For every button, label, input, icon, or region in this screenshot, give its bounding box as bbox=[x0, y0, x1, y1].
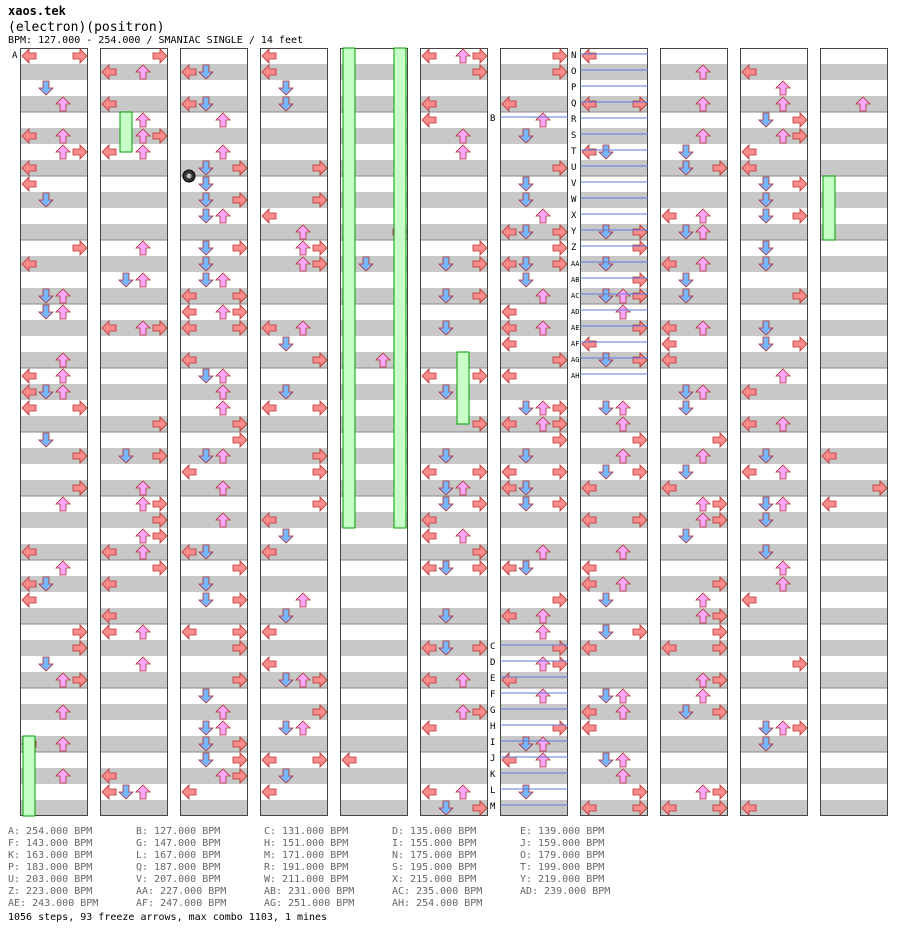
beat-band bbox=[580, 768, 648, 784]
beat-band bbox=[20, 224, 88, 240]
beat-band bbox=[500, 704, 568, 720]
bpm-marker-label: T bbox=[571, 147, 577, 157]
bpm-legend-entry: O: 179.000 BPM bbox=[520, 850, 605, 861]
beat-band bbox=[180, 256, 248, 272]
beat-band bbox=[740, 480, 808, 496]
beat-band bbox=[340, 768, 408, 784]
beat-band bbox=[180, 576, 248, 592]
beat-band bbox=[260, 640, 328, 656]
beat-band bbox=[180, 224, 248, 240]
beat-band bbox=[580, 128, 648, 144]
beat-band bbox=[580, 416, 648, 432]
beat-band bbox=[500, 448, 568, 464]
beat-band bbox=[340, 672, 408, 688]
beat-band bbox=[260, 576, 328, 592]
bpm-legend-entry: AD: 239.000 BPM bbox=[520, 886, 611, 897]
beat-band bbox=[740, 96, 808, 112]
beat-band bbox=[420, 608, 488, 624]
beat-band bbox=[500, 544, 568, 560]
beat-band bbox=[100, 192, 168, 208]
beat-band bbox=[820, 288, 888, 304]
bpm-legend-entry: P: 183.000 BPM bbox=[8, 862, 93, 873]
bpm-legend-entry: N: 175.000 BPM bbox=[392, 850, 477, 861]
bpm-marker-label: J bbox=[490, 754, 496, 764]
beat-band bbox=[180, 128, 248, 144]
beat-band bbox=[340, 736, 408, 752]
beat-band bbox=[180, 512, 248, 528]
beat-band bbox=[660, 64, 728, 80]
bpm-legend-entry: S: 195.000 BPM bbox=[392, 862, 477, 873]
chart-column bbox=[500, 48, 568, 816]
beat-band bbox=[420, 192, 488, 208]
bpm-marker-label: AA bbox=[571, 260, 580, 268]
beat-band bbox=[820, 768, 888, 784]
beat-band bbox=[340, 800, 408, 816]
beat-band bbox=[500, 288, 568, 304]
bpm-marker-label: G bbox=[490, 706, 496, 716]
beat-band bbox=[820, 384, 888, 400]
beat-band bbox=[580, 672, 648, 688]
beat-band bbox=[100, 672, 168, 688]
freeze-arrow bbox=[23, 736, 35, 816]
beat-band bbox=[740, 352, 808, 368]
beat-band bbox=[100, 352, 168, 368]
beat-band bbox=[660, 384, 728, 400]
beat-band bbox=[260, 416, 328, 432]
bpm-legend-entry: C: 131.000 BPM bbox=[264, 826, 349, 837]
bpm-legend-entry: J: 159.000 BPM bbox=[520, 838, 605, 849]
bpm-marker-label: F bbox=[490, 690, 496, 700]
beat-band bbox=[820, 704, 888, 720]
bpm-legend-entry: G: 147.000 BPM bbox=[136, 838, 221, 849]
bpm-marker-label: AE bbox=[571, 324, 580, 332]
beat-band bbox=[500, 512, 568, 528]
beat-band bbox=[500, 800, 568, 816]
bpm-legend-entry: I: 155.000 BPM bbox=[392, 838, 477, 849]
bpm-legend-entry: F: 143.000 BPM bbox=[8, 838, 93, 849]
bpm-marker-label: U bbox=[571, 163, 577, 173]
bpm-marker-label: AC bbox=[571, 292, 580, 300]
bpm-marker-label: N bbox=[571, 51, 577, 61]
beat-band bbox=[420, 160, 488, 176]
beat-band bbox=[820, 512, 888, 528]
beat-band bbox=[740, 768, 808, 784]
beat-band bbox=[740, 576, 808, 592]
beat-band bbox=[820, 320, 888, 336]
beat-band bbox=[100, 704, 168, 720]
bpm-marker-label: W bbox=[571, 195, 577, 205]
bpm-legend-entry: X: 215.000 BPM bbox=[392, 874, 477, 885]
beat-band bbox=[420, 448, 488, 464]
bpm-legend-entry: AC: 235.000 BPM bbox=[392, 886, 483, 897]
beat-band bbox=[820, 672, 888, 688]
beat-band bbox=[20, 416, 88, 432]
beat-band bbox=[20, 192, 88, 208]
chart-column bbox=[260, 48, 328, 816]
beat-band bbox=[20, 608, 88, 624]
chart-info: BPM: 127.000 - 254.000 / SMANIAC SINGLE / 14 feet bbox=[8, 35, 304, 46]
beat-band bbox=[420, 320, 488, 336]
beat-band bbox=[180, 480, 248, 496]
freeze-arrow bbox=[343, 48, 355, 528]
bpm-marker-label: I bbox=[490, 738, 496, 748]
bpm-marker-label: R bbox=[571, 115, 577, 125]
beat-band bbox=[660, 224, 728, 240]
beat-band bbox=[740, 224, 808, 240]
beat-band bbox=[420, 352, 488, 368]
step-summary: 1056 steps, 93 freeze arrows, max combo 1103, 1 mines bbox=[8, 912, 328, 923]
beat-band bbox=[500, 192, 568, 208]
chart-column bbox=[660, 48, 728, 816]
bpm-legend-entry: Y: 219.000 BPM bbox=[520, 874, 605, 885]
beat-band bbox=[20, 512, 88, 528]
beat-band bbox=[660, 416, 728, 432]
chart-column bbox=[20, 48, 88, 816]
beat-band bbox=[660, 448, 728, 464]
beat-band bbox=[260, 128, 328, 144]
bpm-legend-entry: W: 211.000 BPM bbox=[264, 874, 349, 885]
beat-band bbox=[740, 320, 808, 336]
bpm-legend-entry: R: 191.000 BPM bbox=[264, 862, 349, 873]
beat-band bbox=[100, 256, 168, 272]
beat-band bbox=[260, 736, 328, 752]
bpm-legend-entry: AF: 247.000 BPM bbox=[136, 898, 227, 909]
beat-band bbox=[20, 352, 88, 368]
beat-band bbox=[20, 320, 88, 336]
beat-band bbox=[180, 704, 248, 720]
beat-band bbox=[820, 160, 888, 176]
beat-band bbox=[500, 128, 568, 144]
beat-band bbox=[260, 768, 328, 784]
beat-band bbox=[100, 800, 168, 816]
beat-band bbox=[660, 96, 728, 112]
beat-band bbox=[260, 96, 328, 112]
beat-band bbox=[340, 608, 408, 624]
bpm-marker-label: S bbox=[571, 131, 577, 141]
freeze-arrow bbox=[120, 112, 132, 152]
chart-column bbox=[100, 48, 168, 816]
beat-band bbox=[660, 128, 728, 144]
beat-band bbox=[180, 384, 248, 400]
bpm-marker-label: V bbox=[571, 179, 577, 189]
beat-band bbox=[660, 288, 728, 304]
beat-band bbox=[420, 576, 488, 592]
beat-band bbox=[20, 704, 88, 720]
beat-band bbox=[820, 352, 888, 368]
bpm-marker-label: H bbox=[490, 722, 496, 732]
beat-band bbox=[500, 384, 568, 400]
beat-band bbox=[580, 608, 648, 624]
bpm-marker-label: AD bbox=[571, 308, 580, 316]
bpm-marker-label: B bbox=[490, 114, 496, 124]
beat-band bbox=[500, 576, 568, 592]
bpm-legend-entry: H: 151.000 BPM bbox=[264, 838, 349, 849]
bpm-legend-entry: T: 199.000 BPM bbox=[520, 862, 605, 873]
beat-band bbox=[340, 544, 408, 560]
beat-band bbox=[660, 192, 728, 208]
beat-band bbox=[500, 768, 568, 784]
freeze-arrow bbox=[394, 48, 406, 528]
bpm-legend-entry: U: 203.000 BPM bbox=[8, 874, 93, 885]
beat-band bbox=[340, 576, 408, 592]
beat-band bbox=[420, 384, 488, 400]
bpm-legend-entry: Z: 223.000 BPM bbox=[8, 886, 93, 897]
bpm-legend-entry: AG: 251.000 BPM bbox=[264, 898, 355, 909]
beat-band bbox=[100, 160, 168, 176]
bpm-marker-label: E bbox=[490, 674, 496, 684]
beat-band bbox=[580, 256, 648, 272]
bpm-legend-entry: L: 167.000 BPM bbox=[136, 850, 221, 861]
mine-core bbox=[187, 174, 192, 179]
beat-band bbox=[420, 224, 488, 240]
beat-band bbox=[820, 128, 888, 144]
beat-band bbox=[100, 384, 168, 400]
beat-band bbox=[100, 480, 168, 496]
bpm-legend-entry: A: 254.000 BPM bbox=[8, 826, 93, 837]
beat-band bbox=[260, 608, 328, 624]
beat-band bbox=[740, 736, 808, 752]
chart-column bbox=[740, 48, 808, 816]
bpm-legend-entry: E: 139.000 BPM bbox=[520, 826, 605, 837]
bpm-marker-label: M bbox=[490, 802, 496, 812]
bpm-marker-label: A bbox=[12, 51, 18, 61]
chart-column bbox=[580, 48, 648, 816]
bpm-legend-entry: K: 163.000 BPM bbox=[8, 850, 93, 861]
beat-band bbox=[660, 544, 728, 560]
beat-band bbox=[100, 736, 168, 752]
freeze-arrow bbox=[457, 352, 469, 424]
beat-band bbox=[740, 256, 808, 272]
bpm-marker-label: K bbox=[490, 770, 496, 780]
beat-band bbox=[820, 576, 888, 592]
bpm-legend-entry: AB: 231.000 BPM bbox=[264, 886, 355, 897]
bpm-marker-label: X bbox=[571, 211, 577, 221]
beat-band bbox=[20, 288, 88, 304]
bpm-marker-label: AB bbox=[571, 276, 580, 284]
beat-band bbox=[740, 544, 808, 560]
beat-band bbox=[20, 64, 88, 80]
beat-band bbox=[820, 640, 888, 656]
beat-band bbox=[20, 96, 88, 112]
chart-column bbox=[420, 48, 488, 816]
beat-band bbox=[740, 672, 808, 688]
beat-band bbox=[260, 224, 328, 240]
bpm-marker-label: Y bbox=[571, 227, 577, 237]
bpm-legend-entry: M: 171.000 BPM bbox=[264, 850, 349, 861]
beat-band bbox=[820, 256, 888, 272]
bpm-legend-entry: AE: 243.000 BPM bbox=[8, 898, 99, 909]
beat-band bbox=[820, 800, 888, 816]
bpm-legend-entry: AA: 227.000 BPM bbox=[136, 886, 227, 897]
bpm-marker-label: L bbox=[490, 786, 496, 796]
beat-band bbox=[740, 448, 808, 464]
beat-band bbox=[100, 288, 168, 304]
beat-band bbox=[820, 96, 888, 112]
bpm-marker-label: AG bbox=[571, 356, 580, 364]
bpm-marker-label: O bbox=[571, 67, 577, 77]
beat-band bbox=[820, 416, 888, 432]
bpm-marker-label: D bbox=[490, 658, 496, 668]
beat-band bbox=[420, 480, 488, 496]
beat-band bbox=[180, 608, 248, 624]
freeze-arrow bbox=[823, 176, 835, 240]
beat-band bbox=[740, 192, 808, 208]
beat-band bbox=[100, 224, 168, 240]
beat-band bbox=[420, 128, 488, 144]
beat-band bbox=[340, 640, 408, 656]
beat-band bbox=[740, 608, 808, 624]
bpm-marker-label: Z bbox=[571, 243, 577, 253]
beat-band bbox=[580, 192, 648, 208]
beat-band bbox=[580, 448, 648, 464]
bpm-marker-label: Q bbox=[571, 99, 577, 109]
beat-band bbox=[100, 640, 168, 656]
bpm-legend-entry: D: 135.000 BPM bbox=[392, 826, 477, 837]
bpm-legend-entry: AH: 254.000 BPM bbox=[392, 898, 483, 909]
beat-band bbox=[660, 768, 728, 784]
bpm-marker-label: C bbox=[490, 642, 496, 652]
bpm-legend-entry: B: 127.000 BPM bbox=[136, 826, 221, 837]
beat-band bbox=[260, 800, 328, 816]
beat-band bbox=[740, 640, 808, 656]
chart-column bbox=[820, 48, 888, 816]
chart-column bbox=[180, 48, 248, 816]
beat-band bbox=[260, 480, 328, 496]
beat-band bbox=[340, 704, 408, 720]
beat-band bbox=[660, 736, 728, 752]
beat-band bbox=[500, 736, 568, 752]
bpm-marker-label: P bbox=[571, 83, 577, 93]
beat-band bbox=[740, 704, 808, 720]
beat-band bbox=[580, 384, 648, 400]
song-artist: (electron)(positron) bbox=[8, 20, 165, 35]
beat-band bbox=[820, 544, 888, 560]
bpm-marker-label: AF bbox=[571, 340, 580, 348]
beat-band bbox=[180, 800, 248, 816]
beat-band bbox=[420, 736, 488, 752]
song-title: xaos.tek bbox=[8, 4, 66, 18]
beat-band bbox=[420, 768, 488, 784]
beat-band bbox=[260, 288, 328, 304]
beat-band bbox=[820, 64, 888, 80]
beat-band bbox=[580, 544, 648, 560]
beat-band bbox=[580, 64, 648, 80]
beat-band bbox=[740, 512, 808, 528]
bpm-legend-entry: V: 207.000 BPM bbox=[136, 874, 221, 885]
beat-band bbox=[180, 448, 248, 464]
bpm-marker-label: AH bbox=[571, 372, 580, 380]
bpm-legend-entry: Q: 187.000 BPM bbox=[136, 862, 221, 873]
beat-band bbox=[820, 608, 888, 624]
beat-band bbox=[580, 160, 648, 176]
beat-band bbox=[260, 384, 328, 400]
beat-band bbox=[580, 736, 648, 752]
beat-band bbox=[820, 736, 888, 752]
